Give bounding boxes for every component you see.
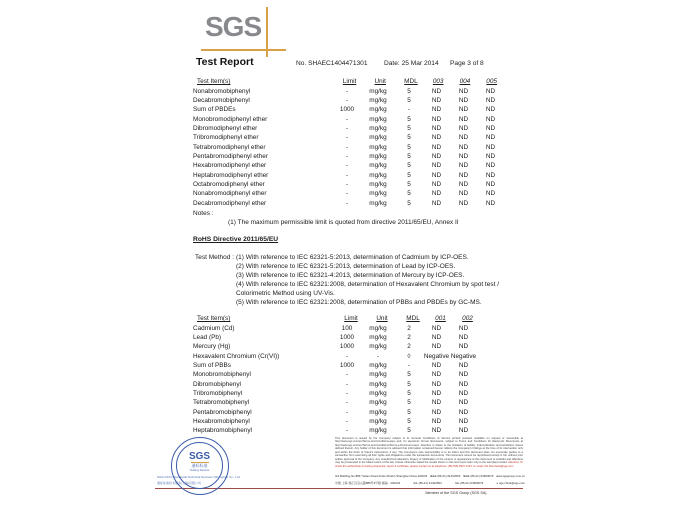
cell-result-003: ND	[431, 199, 442, 207]
cell-result-005: ND	[485, 152, 496, 160]
attention-text: Attention: To check the authenticity of testing /inspection report & certificate, please contact us at telephone: (86-755) 8307 1443, or email: CN.Doccheck@sgs.com	[335, 461, 524, 468]
cell-test-item: Nonabromobiphenyl	[193, 87, 251, 95]
cell-limit: -	[345, 427, 349, 435]
test-method-line: (5) With reference to IEC 62321:2008, determination of PBBs and PBDEs by GC-MS.	[236, 299, 482, 307]
cell-mdl: -	[407, 361, 411, 369]
cell-result-004: ND	[458, 152, 469, 160]
cell-limit: -	[345, 143, 349, 151]
cell-result-002: Negative	[450, 352, 477, 360]
cell-test-item: Dibromodiphenyl ether	[193, 124, 258, 132]
report-title: Test Report	[196, 56, 254, 68]
cell-unit: mg/kg	[369, 417, 387, 425]
cell-test-item: Monobromobiphenyl	[193, 371, 251, 379]
cell-result-004: ND	[458, 143, 469, 151]
cell-mdl: 5	[407, 371, 411, 379]
cell-result-002: ND	[458, 380, 469, 388]
cell-mdl: 2	[407, 333, 411, 341]
table-row	[193, 86, 505, 95]
cell-mdl: 2	[407, 343, 411, 351]
test-method-line: (3) With reference to IEC 62321-4:2013, determination of Mercury by ICP-OES.	[236, 272, 465, 280]
cell-limit: -	[345, 115, 349, 123]
cell-result-005: ND	[485, 171, 496, 179]
cell-mdl: 5	[407, 180, 411, 188]
cell-limit: 1000	[339, 361, 355, 369]
cell-result-005: ND	[485, 143, 496, 151]
cell-limit: -	[345, 152, 349, 160]
cell-unit: mg/kg	[369, 343, 387, 351]
cell-mdl: 5	[407, 124, 411, 132]
disclaimer-body: This document is issued by the Company subject to its General Conditions of Service printed overleaf, available on request or accessible at http://www.sgs.com/en/Terms-and-Conditions.aspx and, for electronic format documents, subject to Terms and Conditions for Electronic Documents at http://www.sgs.com/en/Terms-and-Conditions/Terms-e-Document.aspx. Attention is drawn to the limitation of liability, indemnification and jurisdiction issues defined therein. Any holder of this document is advised that information contained hereon reflects the Company's findings at the time of its intervention only and within the limits of Client's instructions, if any. The Company's sole responsibility is to its Client and this document does not exonerate parties to a transaction from exercising all their rights and obligations under the transaction documents. This document cannot be reproduced except in full, without prior written approval of the Company. Any unauthorized alteration, forgery or falsification of the content or appearance of this document is unlawful and offenders may be prosecuted to the fullest extent of the law. Unless otherwise stated the results shown in this test report refer only to the sample(s) tested.	[335, 437, 523, 465]
cell-limit: -	[345, 87, 349, 95]
cell-result-001: ND	[431, 427, 442, 435]
column-header-sample-002: 002	[462, 315, 473, 323]
cell-result-003: ND	[431, 171, 442, 179]
table-header-row	[193, 314, 505, 323]
column-header-mdl: MDL	[404, 78, 418, 86]
column-header-test-items: Test Item(s)	[197, 315, 231, 323]
cell-unit: mg/kg	[369, 171, 387, 179]
table-header-row	[193, 77, 505, 86]
cell-result-003: ND	[431, 115, 442, 123]
column-header-sample-004: 004	[459, 78, 471, 86]
cell-unit: -	[376, 352, 380, 360]
table-row	[193, 142, 505, 151]
cell-limit: -	[345, 190, 349, 198]
cell-result-002: ND	[458, 333, 469, 341]
cell-result-003: ND	[431, 87, 442, 95]
cell-result-004: ND	[458, 171, 469, 179]
cell-unit: mg/kg	[369, 124, 387, 132]
cell-mdl: 5	[407, 399, 411, 407]
logo-underline	[201, 49, 286, 51]
table-row	[193, 361, 505, 370]
table-row	[193, 398, 505, 407]
cell-unit: mg/kg	[369, 87, 387, 95]
table-row	[193, 333, 505, 342]
cell-mdl: 5	[407, 143, 411, 151]
cell-test-item: Pentabromobiphenyl	[193, 408, 252, 416]
table-row	[193, 170, 505, 179]
cell-result-003: ND	[431, 143, 442, 151]
cell-test-item: Heptabromobiphenyl	[193, 427, 252, 435]
cell-limit: 1000	[339, 343, 355, 351]
column-header-sample-003: 003	[432, 78, 444, 86]
cell-result-003: ND	[431, 190, 442, 198]
cell-unit: mg/kg	[369, 408, 387, 416]
cell-test-item: Decabromodiphenyl ether	[193, 199, 267, 207]
cell-unit: mg/kg	[369, 96, 387, 104]
cell-result-003: ND	[431, 96, 442, 104]
table-row	[193, 389, 505, 398]
stamp-sgs-text: SGS	[188, 451, 211, 462]
cell-result-005: ND	[485, 162, 496, 170]
notes-label: Notes :	[193, 210, 214, 217]
cell-test-item: Cadmium (Cd)	[193, 324, 235, 332]
stamp-service-text: Testing Service	[189, 468, 210, 472]
cell-mdl: 5	[407, 190, 411, 198]
cell-unit: mg/kg	[369, 190, 387, 198]
cell-mdl: -	[407, 106, 411, 114]
cell-test-item: Sum of PBBs	[193, 361, 232, 369]
cell-limit: -	[345, 171, 349, 179]
cell-mdl: 5	[407, 115, 411, 123]
cell-test-item: Tetrabromobiphenyl	[193, 399, 250, 407]
cell-mdl: 5	[407, 96, 411, 104]
cell-unit: mg/kg	[369, 380, 387, 388]
table-row	[193, 351, 505, 360]
cell-limit: -	[345, 417, 349, 425]
website: www.sgsgroup.com.cn	[496, 474, 525, 478]
table-row	[193, 198, 505, 207]
cell-result-004: ND	[458, 115, 469, 123]
test-method-list	[236, 254, 506, 309]
cell-limit: -	[345, 180, 349, 188]
fax-ee: fE&E (86-21) 64953679	[463, 474, 494, 478]
cell-result-001: ND	[431, 380, 442, 388]
column-header-limit: Limit	[344, 315, 358, 323]
cell-result-003: ND	[431, 152, 442, 160]
cell-test-item: Hexavalent Chromium (Cr(VI))	[193, 352, 280, 360]
cell-test-item: Lead (Pb)	[193, 333, 222, 341]
phone-hl: tHL (86-21) 61402594	[413, 480, 442, 485]
column-header-unit: Unit	[374, 78, 386, 86]
cell-result-004: ND	[458, 180, 469, 188]
table-row	[193, 114, 505, 123]
cell-unit: mg/kg	[369, 134, 387, 142]
cell-limit: -	[345, 124, 349, 132]
table-row	[193, 426, 505, 435]
cell-mdl: 5	[407, 199, 411, 207]
table-body	[193, 323, 505, 435]
cell-limit: -	[345, 399, 349, 407]
cell-unit: mg/kg	[369, 199, 387, 207]
table-row	[193, 161, 505, 170]
cell-result-003: ND	[431, 180, 442, 188]
stamp-inner-ring	[176, 442, 223, 489]
cell-result-005: ND	[485, 106, 496, 114]
table-row	[193, 180, 505, 189]
column-header-sample-005: 005	[486, 78, 497, 86]
cell-result-001: ND	[431, 389, 442, 397]
stamp-chinese-text: 通标标准	[191, 463, 208, 468]
disclaimer-text	[335, 437, 523, 468]
cell-result-001: ND	[431, 343, 442, 351]
cell-unit: mg/kg	[369, 371, 387, 379]
cell-result-003: ND	[431, 124, 442, 132]
sgs-stamp-seal	[171, 437, 229, 495]
cell-result-004: ND	[458, 162, 469, 170]
company-name-en: SGS-CSTC Standards Technical Services (Shanghai) Co., Ltd.	[157, 475, 241, 479]
cell-result-005: ND	[485, 124, 496, 132]
cell-result-002: ND	[458, 324, 469, 332]
column-header-sample-001: 001	[435, 315, 446, 323]
cell-limit: -	[345, 199, 349, 207]
cell-unit: mg/kg	[369, 162, 387, 170]
cell-unit: mg/kg	[369, 143, 387, 151]
cell-result-004: ND	[458, 87, 469, 95]
cell-limit: -	[345, 134, 349, 142]
cell-result-001: ND	[431, 333, 442, 341]
table-row	[193, 96, 505, 105]
cell-mdl: 5	[407, 87, 411, 95]
cell-result-005: ND	[485, 96, 496, 104]
address-cn: 中国·上海·徐汇区宜山路889号3号楼 邮编：200233	[335, 480, 401, 485]
cell-mdl: ◊	[407, 352, 411, 360]
cell-result-002: ND	[458, 399, 469, 407]
cell-result-002: ND	[458, 361, 469, 369]
cell-mdl: 5	[407, 427, 411, 435]
test-method-line: (1) With reference to IEC 62321-5:2013, determination of Cadmium by ICP-OES.	[236, 254, 469, 261]
table-row	[193, 370, 505, 379]
page-indicator: Page 3 of 8	[450, 60, 484, 67]
cell-result-005: ND	[485, 134, 496, 142]
cell-unit: mg/kg	[369, 389, 387, 397]
cell-result-003: ND	[431, 106, 442, 114]
cell-limit: -	[345, 380, 349, 388]
cell-result-004: ND	[458, 190, 469, 198]
table-row	[193, 407, 505, 416]
cell-result-001: ND	[431, 408, 442, 416]
cell-mdl: 2	[407, 324, 411, 332]
cell-result-001: ND	[431, 399, 442, 407]
cell-result-001: ND	[431, 324, 442, 332]
table-row	[193, 323, 505, 332]
cell-test-item: Monobromodiphenyl ether	[193, 115, 268, 123]
cell-unit: mg/kg	[369, 427, 387, 435]
column-header-limit: Limit	[342, 78, 357, 86]
cell-result-002: ND	[458, 427, 469, 435]
contact-row-cn	[335, 481, 525, 485]
cell-result-004: ND	[458, 134, 469, 142]
results-table-rohs	[193, 314, 505, 435]
cell-result-004: ND	[458, 106, 469, 114]
column-header-test-items: Test Item(s)	[197, 78, 231, 86]
cell-result-004: ND	[458, 124, 469, 132]
cell-mdl: 5	[407, 408, 411, 416]
cell-result-005: ND	[485, 180, 496, 188]
cell-result-005: ND	[485, 190, 496, 198]
cell-result-004: ND	[458, 96, 469, 104]
cell-result-001: ND	[431, 361, 442, 369]
table-row	[193, 342, 505, 351]
cell-result-004: ND	[458, 199, 469, 207]
cell-mdl: 5	[407, 417, 411, 425]
test-method-label: Test Method :	[195, 254, 235, 261]
cell-limit: 1000	[339, 333, 355, 341]
cell-limit: -	[345, 352, 349, 360]
cell-result-002: ND	[458, 408, 469, 416]
test-method-line: (2) With reference to IEC 62321-5:2013, determination of Lead by ICP-OES.	[236, 263, 456, 271]
cell-test-item: Nonabromodiphenyl ether	[193, 190, 267, 198]
report-number: No. SHAEC1404471301	[296, 60, 368, 67]
fax-hl: fHL (86-21) 64953679	[455, 480, 484, 485]
cell-mdl: 5	[407, 171, 411, 179]
cell-unit: mg/kg	[369, 324, 387, 332]
results-table-pbde	[193, 77, 505, 208]
cell-mdl: 5	[407, 162, 411, 170]
cell-result-001: ND	[431, 417, 442, 425]
cell-test-item: Tribromodiphenyl ether	[193, 134, 259, 142]
cell-result-005: ND	[485, 87, 496, 95]
cell-result-003: ND	[431, 162, 442, 170]
cell-limit: -	[345, 408, 349, 416]
table-row	[193, 124, 505, 133]
table-row	[193, 189, 505, 198]
table-row	[193, 152, 505, 161]
cell-test-item: Sum of PBDEs	[193, 106, 236, 114]
table-body	[193, 86, 505, 207]
cell-test-item: Mercury (Hg)	[193, 343, 231, 351]
cell-limit: -	[345, 371, 349, 379]
cell-limit: -	[345, 162, 349, 170]
cell-test-item: Heptabromodiphenyl ether	[193, 171, 269, 179]
address-en: 3rd Building,No.889 Yishan Road Xuhui District Shanghai China 200233	[335, 474, 428, 478]
cell-result-002: ND	[458, 343, 469, 351]
cell-test-item: Hexabromodiphenyl ether	[193, 162, 267, 170]
cell-result-003: ND	[431, 134, 442, 142]
cell-test-item: Hexabromobiphenyl	[193, 417, 250, 425]
cell-limit: 100	[341, 324, 353, 332]
test-method-line: (4) With reference to IEC 62321:2008, determination of Hexavalent Chromium by spot test /	[236, 281, 500, 289]
cell-mdl: 5	[407, 380, 411, 388]
cell-test-item: Tribromobiphenyl	[193, 389, 243, 397]
contact-row-en	[335, 474, 525, 478]
cell-unit: mg/kg	[369, 115, 387, 123]
cell-result-002: ND	[458, 389, 469, 397]
table-row	[193, 417, 505, 426]
report-date: Date: 25 Mar 2014	[384, 60, 439, 67]
table-row	[193, 105, 505, 114]
cell-result-002: ND	[458, 417, 469, 425]
table-row	[193, 379, 505, 388]
column-header-unit: Unit	[376, 315, 388, 323]
cell-limit: -	[345, 389, 349, 397]
cell-test-item: Octabromodiphenyl ether	[193, 180, 265, 188]
cell-limit: -	[345, 96, 349, 104]
cell-unit: mg/kg	[369, 152, 387, 160]
table-row	[193, 133, 505, 142]
company-name-cn: 通标标准技术服务(上海)有限公司	[157, 481, 201, 485]
cell-unit: mg/kg	[369, 106, 387, 114]
cell-mdl: 5	[407, 134, 411, 142]
cell-unit: mg/kg	[369, 333, 387, 341]
logo-crop-mark	[266, 7, 268, 57]
cell-test-item: Pentabromodiphenyl ether	[193, 152, 268, 160]
test-method-line: Colorimetric Method using UV-Vis.	[236, 290, 335, 298]
cell-result-002: ND	[458, 371, 469, 379]
sgs-logo: SGS	[205, 11, 262, 42]
cell-test-item: Tetrabromodiphenyl ether	[193, 143, 266, 151]
cell-limit: 1000	[339, 106, 355, 114]
cell-mdl: 5	[407, 152, 411, 160]
rohs-directive-heading: RoHS Directive 2011/65/EU	[193, 236, 279, 243]
cell-result-001: ND	[431, 371, 442, 379]
cell-unit: mg/kg	[369, 399, 387, 407]
cell-result-005: ND	[485, 199, 496, 207]
cell-test-item: Dibromobiphenyl	[193, 380, 241, 388]
column-header-mdl: MDL	[406, 315, 420, 323]
cell-result-005: ND	[485, 115, 496, 123]
cell-unit: mg/kg	[369, 180, 387, 188]
cell-mdl: 5	[407, 389, 411, 397]
cell-unit: mg/kg	[369, 361, 387, 369]
cell-result-001: Negative	[423, 352, 450, 360]
email: e sgs.china@sgs.com	[496, 480, 525, 485]
member-line: Member of the SGS Group (SGS SA)	[425, 491, 487, 495]
note-item: (1) The maximum permissible limit is quoted from directive 2011/65/EU, Annex II	[228, 219, 459, 226]
cell-test-item: Decabromobiphenyl	[193, 96, 250, 104]
phone-ee: tE&E (86-21) 61402553	[429, 474, 461, 478]
notes-list	[228, 219, 459, 226]
